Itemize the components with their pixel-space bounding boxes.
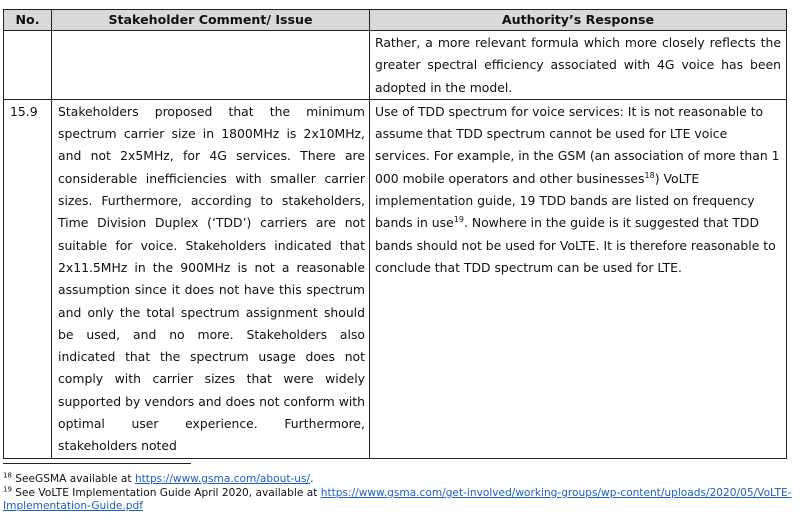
footnote-ref-18[interactable]: 18 [644, 170, 655, 180]
header-stakeholder-comment: Stakeholder Comment/ Issue [52, 10, 370, 31]
continuation-comment-cell [52, 31, 370, 100]
footnote-text: See VoLTE Implementation Guide April 2020, available at [11, 486, 321, 499]
footnotes [3, 473, 793, 514]
footnote-separator [3, 463, 191, 464]
footnote-link-gsma-about[interactable]: https://www.gsma.com/about-us/ [134, 473, 311, 485]
table-row-continuation [4, 31, 787, 100]
footnote-text: SeeGSMA available at [11, 473, 135, 485]
stakeholder-comment-cell: Stakeholders proposed that the minimum spectrum carrier size in 1800MHz is 2x10MHz, and not 2x5MHz, for 4G services. There are considerable inefficiencies with smaller carrier sizes. Furthermore, according to stakeholders, Time Division Duplex (‘TDD’) carriers are not suitable for voice. Stakeholders indicated that 2x11.5MHz in the 900MHz is not a reasonable assumption since it does not have this spectrum and only the total spectrum assignment should be used, and no more. Stakeholders also indicated that the spectrum usage does not comply with carrier sizes that were widely supported by vendors and does not conform with optimal user experience. Furthermore, stakeholders noted [52, 99, 370, 458]
response-table [3, 9, 787, 459]
header-no: No. [4, 10, 52, 31]
response-text-part1: Use of TDD spectrum for voice services: It is not reasonable to assume that TDD spectrum cannot be used for LTE voice services. For example, in the GSM (an association of more than 1 000 mobile operators and other businesses [375, 103, 780, 186]
footnote-ref-19[interactable]: 19 [453, 215, 464, 225]
response-text-part3: . Nowhere in the guide is it suggested that TDD bands should not be used for VoLTE. It is therefore reasonable to conclude that TDD spectrum can be used for LTE. [375, 215, 776, 275]
footnote-19 [3, 484, 793, 514]
footnote-18 [3, 473, 793, 487]
row-number-cell: 15.9 [4, 99, 52, 458]
footnote-number: 19 [3, 484, 12, 493]
table-row-15-9 [4, 99, 787, 458]
footnote-number: 18 [3, 471, 12, 480]
footnote-suffix: . [310, 473, 314, 485]
continuation-no-cell [4, 31, 52, 100]
header-authority-response: Authority’s Response [370, 10, 787, 31]
authority-response-cell [370, 99, 787, 458]
table-header-row [4, 10, 787, 31]
footnote-link-volte-guide[interactable]: https://www.gsma.com/get-involved/working-groups/wp-content/uploads/2020/05/VoLTE-Implementation-Guide.pdf [3, 486, 792, 512]
continuation-response-cell: Rather, a more relevant formula which more closely reflects the greater spectral efficiency associated with 4G voice has been adopted in the model. [370, 31, 787, 100]
response-text-part2: ) VoLTE implementation guide, 19 TDD bands are listed on frequency bands in use [375, 170, 755, 231]
